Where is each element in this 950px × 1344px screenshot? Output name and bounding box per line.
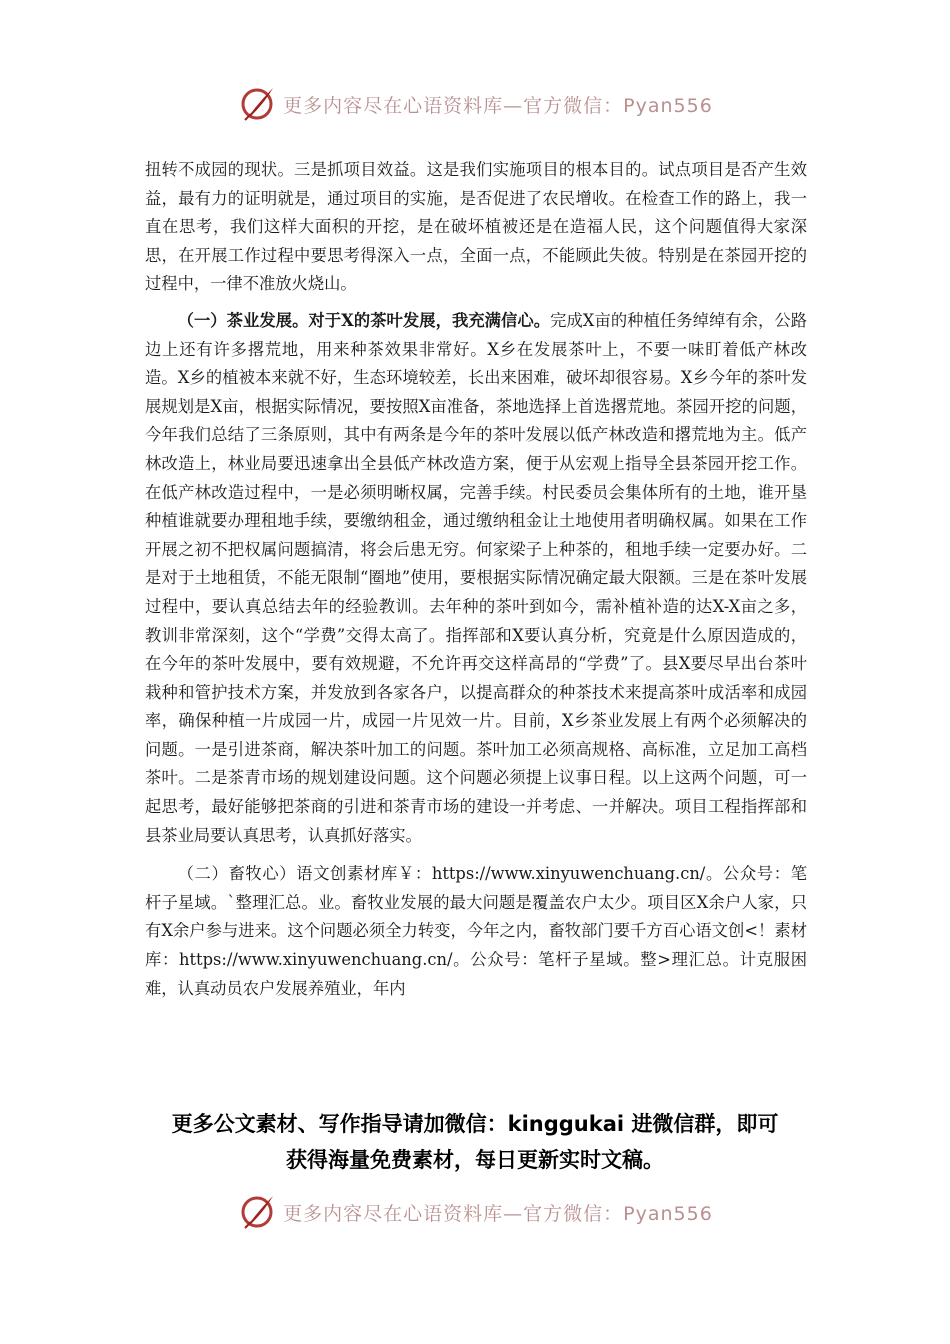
promo-line-1: 更多公文素材、写作指导请加微信：kinggukai 进微信群，即可: [171, 1112, 779, 1136]
document-body: [145, 156, 807, 1003]
quill-logo-icon: [237, 84, 277, 124]
banner-handle: Pyan556: [623, 1202, 713, 1225]
header-banner: [0, 82, 950, 126]
promo-notice: [0, 1106, 950, 1178]
paragraph-2-text: 完成X亩的种植任务绰绰有余，公路边上还有许多撂荒地，用来种茶效果非常好。X乡在发展茶叶上，不要一味盯着低产林改造。X乡的植被本来就不好，生态环境较差，长出来困难，破坏却很容易。X乡今年的茶叶发展规划是X亩，根据实际情况，要按照X亩准备，茶地选择上首选撂荒地。茶园开挖的问题，今年我们总结了三条原则，其中有两条是今年的茶叶发展以低产林改造和撂荒地为主。低产林改造上，林业局要迅速拿出全县低产林改造方案，便于从宏观上指导全县茶园开挖工作。在低产林改造过程中，一是必须明晰权属，完善手续。村民委员会集体所有的土地，谁开垦种植谁就要办理租地手续，要缴纳租金，通过缴纳租金让土地使用者明确权属。如果在工作开展之初不把权属问题搞清，将会后患无穷。何家梁子上种茶的，租地手续一定要办好。二是对于土地租赁，不能无限制“圈地”使用，要根据实际情况确定最大限额。三是在茶叶发展过程中，要认真总结去年的经验教训。去年种的茶叶到如今，需补植补造的达X-X亩之多，教训非常深刻，这个“学费”交得太高了。指挥部和X要认真分析，究竟是什么原因造成的，在今年的茶叶发展中，要有效规避，不允许再交这样高昂的“学费”了。县X要尽早出台茶叶栽种和管护技术方案，并发放到各家各户，以提高群众的种茶技术来提高茶叶成活率和成园率，确保种植一片成园一片，成园一片见效一片。目前，X乡茶业发展上有两个必须解决的问题。一是引进茶商，解决茶叶加工的问题。茶叶加工必须高规格、高标准，立足加工高档茶叶。二是茶青市场的规划建设问题。这个问题必须提上议事日程。以上这两个问题，可一起思考，最好能够把茶商的引进和茶青市场的建设一并考虑、一并解决。项目工程指挥部和县茶业局要认真思考，认真抓好落实。: [145, 310, 807, 845]
paragraph-1: 扭转不成园的现状。三是抓项目效益。这是我们实施项目的根本目的。试点项目是否产生效益，最有力的证明就是，通过项目的实施，是否促进了农民增收。在检查工作的路上，我一直在思考，我们这样大面积的开挖，是在破坏植被还是在造福人民，这个问题值得大家深思，在开展工作过程中要思考得深入一点，全面一点，不能顾此失彼。特别是在茶园开挖的过程中，一律不准放火烧山。: [145, 160, 807, 294]
banner-text: 更多内容尽在心语资料库—官方微信：Pyan556: [283, 1202, 713, 1225]
quill-logo-icon: [237, 1192, 277, 1232]
footer-banner: [0, 1190, 950, 1234]
paragraph-2: [145, 307, 807, 850]
banner-handle: Pyan556: [623, 94, 713, 117]
promo-line-2: 获得海量免费素材，每日更新实时文稿。: [286, 1148, 664, 1172]
banner-text: 更多内容尽在心语资料库—官方微信：Pyan556: [283, 94, 713, 117]
paragraph-3: （二）畜牧心）语文创素材库￥：https://www.xinyuwenchuang.cn/。公众号：笔杆子星域。`整理汇总。业。畜牧业发展的最大问题是覆盖农户太少。项目区X余户人家，只有X余户参与进来。这个问题必须全力转变，今年之内，畜牧部门要千方百心语文创<！素材库：https://www.xinyuwenchuang.cn/。公众号：笔杆子星域。整>理汇总。计克服困难，认真动员农户发展养殖业，年内: [145, 864, 807, 998]
section-heading-tea: （一）茶业发展。对于X的茶叶发展，我充满信心。: [177, 310, 551, 330]
